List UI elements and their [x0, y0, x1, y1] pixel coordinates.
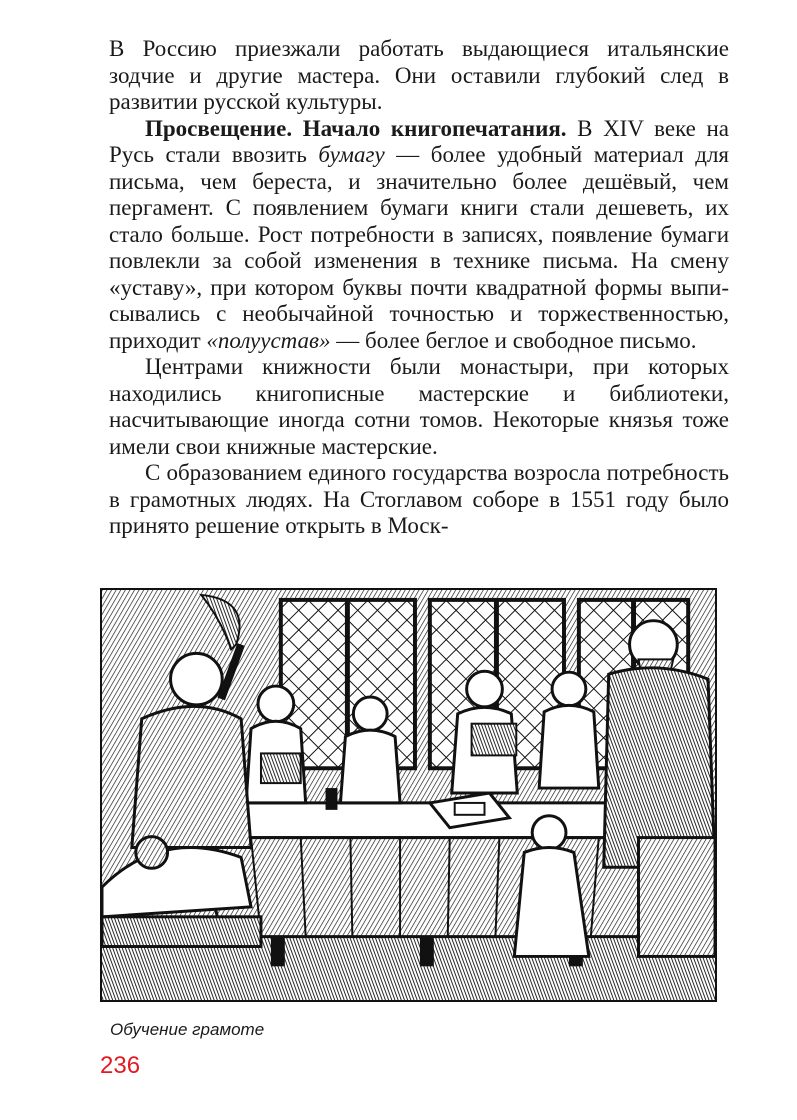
paragraph — [109, 116, 729, 355]
figure-caption: Обучение грамоте — [110, 1020, 265, 1039]
text-run: В Россию приезжали работать выдающиеся итальянские зодчие и другие мастера. Они оставили глубокий след в развитии русской культуры. — [109, 36, 729, 114]
illustration-teaching-literacy — [100, 588, 717, 1002]
text-run: В XIV веке на Русь стали ввозить — [109, 115, 729, 167]
paragraph — [109, 36, 729, 116]
text-run: — более удобный материал для письма, чем береста, и значительно более дешёвый, чем пергамент. С появлением бумаги книги стали дешеветь, их стало больше. Рост потребности в записях, появление бумаги повлекли за собой изменения в технике письма. На смену «уставу», при котором буквы почти квадратной формы выписывались с необычайной точностью и торжественностью, приходит — [109, 142, 730, 353]
section-heading: Просвещение. Начало книгопечатания. — [145, 115, 567, 141]
term-italic: «полуустав» — [206, 327, 331, 353]
paragraph — [109, 354, 729, 460]
text-run: — более беглое и свободное письмо. — [330, 327, 697, 353]
page-number: 236 — [100, 1052, 141, 1079]
term-italic: бумагу — [318, 142, 385, 167]
paragraph — [109, 460, 729, 540]
engraving-drawing — [102, 590, 715, 1000]
text-run: С образованием единого государства возросла потребность в грамотных людях. На Стоглавом соборе в 1551 году было принято решение открыть в Моск- — [109, 460, 729, 538]
body-text — [109, 36, 729, 540]
text-run: Центрами книжности были монастыри, при которых находились книгописные мастерские и библиотеки, насчитывающие иногда сотни томов. Некоторые князья тоже имели свои книжные мастерские. — [109, 354, 729, 459]
